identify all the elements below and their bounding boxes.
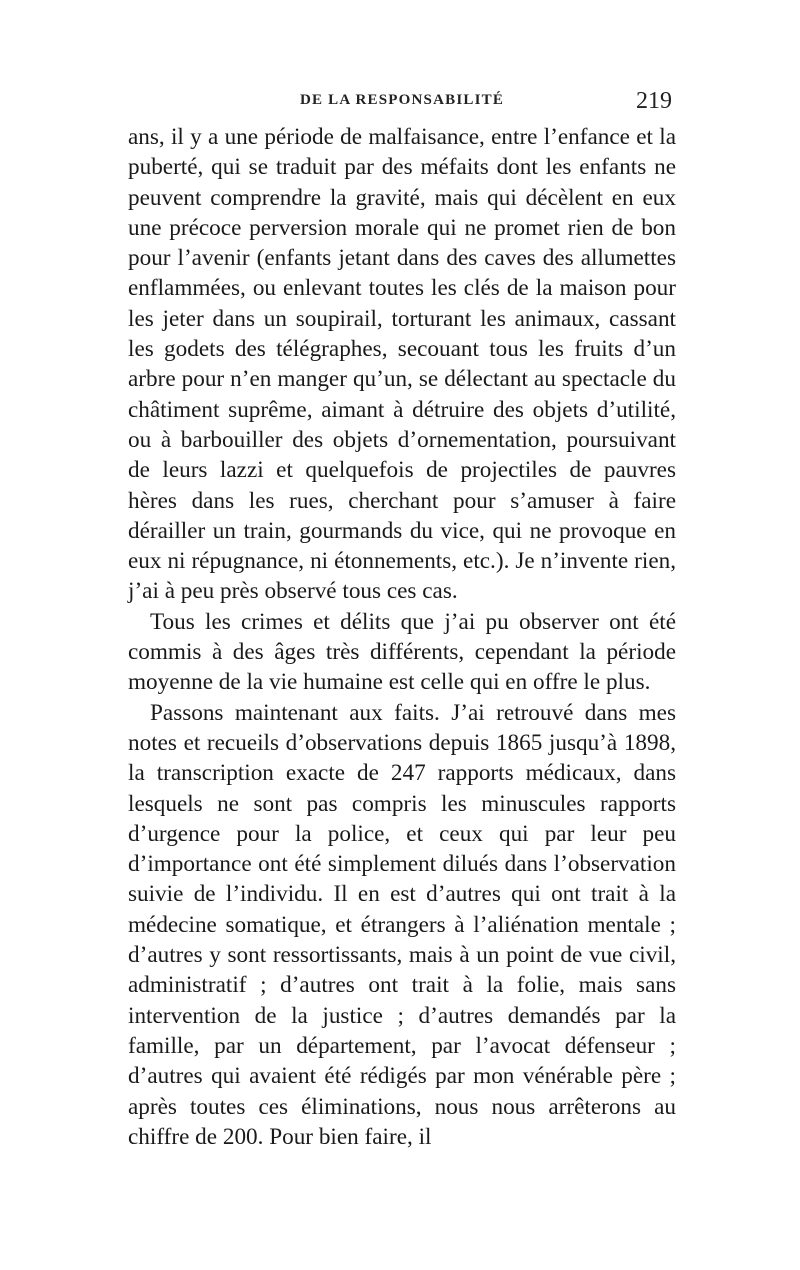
running-header — [128, 88, 676, 116]
page-number: 219 — [636, 88, 672, 114]
paragraph-3: Passons maintenant aux faits. J’ai retrouvé dans mes notes et recueils d’observations depuis 1865 jusqu’à 1898, la transcription exacte de 247 rapports médicaux, dans lesquels ne sont pas compris les minuscules rapports d’urgence pour la police, et ceux qui par leur peu d’importance ont été simplement dilués dans l’observation suivie de l’individu. Il en est d’autres qui ont trait à la médecine somatique, et étrangers à l’aliénation mentale ; d’autres y sont ressortissants, mais à un point de vue civil, administratif ; d’autres ont trait à la folie, mais sans intervention de la justice ; d’autres demandés par la famille, par un département, par l’avocat défenseur ; d’autres qui avaient été rédigés par mon vénérable père ; après toutes ces éliminations, nous nous arrêterons au chiffre de 200. Pour bien faire, il — [128, 699, 676, 1150]
paragraph-2: Tous les crimes et délits que j’ai pu observer ont été commis à des âges très différents, cependant la période moyenne de la vie humaine est celle qui en offre le plus. — [128, 608, 676, 696]
body-text — [128, 122, 676, 1152]
running-title: DE LA RESPONSABILITÉ — [299, 92, 505, 108]
paragraph-1: ans, il y a une période de malfaisance, entre l’enfance et la puberté, qui se traduit par des méfaits dont les enfants ne peuvent comprendre la gravité, mais qui décèlent en eux une précoce perversion morale qui ne promet rien de bon pour l’avenir (enfants jetant dans des caves des allumettes enflammées, ou enlevant toutes les clés de la maison pour les jeter dans un soupirail, torturant les animaux, cassant les godets des télégraphes, secouant tous les fruits d’un arbre pour n’en manger qu’un, se délectant au spectacle du châtiment suprême, aimant à détruire des objets d’utilité, ou à barbouiller des objets d’ornementation, poursuivant de leurs lazzi et quelquefois de projectiles de pauvres hères dans les rues, cherchant pour s’amuser à faire dérailler un train, gourmands du vice, qui ne provoque en eux ni répugnance, ni étonnements, etc.). Je n’invente rien, j’ai à peu près observé tous ces cas. — [128, 124, 676, 605]
